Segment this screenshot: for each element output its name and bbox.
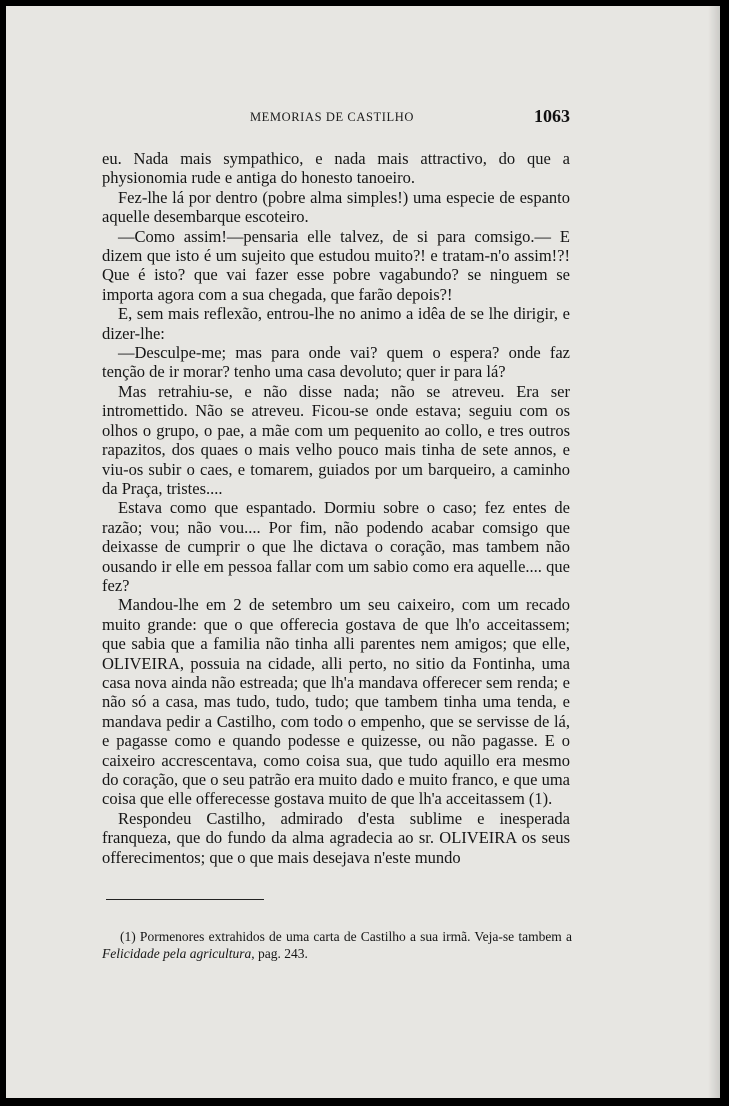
footnote-page-ref: , pag. 243. — [251, 946, 308, 961]
page-edge-shadow — [708, 6, 720, 1098]
page-number: 1063 — [534, 106, 570, 126]
paragraph: E, sem mais reflexão, entrou-lhe no animo a idêa de se lhe dirigir, e dizer-lhe: — [102, 304, 570, 343]
footnote-text: (1) Pormenores extrahidos de uma carta de Castilho a sua irmã. Veja-se tambem a — [120, 929, 572, 944]
book-page — [6, 6, 720, 1098]
footnote — [102, 928, 572, 962]
paragraph: —Desculpe-me; mas para onde vai? quem o espera? onde faz tenção de ir morar? tenho uma casa devoluto; quer ir para lá? — [102, 343, 570, 382]
footnote-divider — [106, 899, 264, 900]
running-title: MEMORIAS DE CASTILHO — [249, 110, 415, 124]
paragraph: Fez-lhe lá por dentro (pobre alma simples!) uma especie de espanto aquelle desembarque escoteiro. — [102, 187, 570, 227]
paragraph: eu. Nada mais sympathico, e nada mais attractivo, do que a physionomia rude e antiga do honesto tanoeiro. — [102, 149, 570, 188]
paragraph: —Como assim!—pensaria elle talvez, de si para comsigo.— E dizem que isto é um sujeito que estudou muito?! e tratam-n'o assim!?! Que é isto? que vai fazer esse pobre vagabundo? se ninguem se importa agora com a sua chegada, que farão depois?! — [102, 226, 570, 304]
paragraph: Mas retrahiu-se, e não disse nada; não se atreveu. Era ser intromettido. Não se atreveu. Ficou-se onde estava; seguiu com os olhos o grupo, o pae, a mãe com um pequenito ao collo, e tres outros rapazitos, dos quaes o mais velho pouco mais tinha de sete annos, e viu-os subir o caes, e tomarem, guiados por um barqueiro, a caminho da Praça, tristes.... — [102, 381, 570, 498]
paragraph: Mandou-lhe em 2 de setembro um seu caixeiro, com um recado muito grande: que o que offerecia gostava de que lh'o acceitassem; que sabia que a familia não tinha alli parentes nem amigos; que elle, OLIVEIRA, possuia na cidade, alli perto, no sitio da Fontinha, uma casa nova ainda não estreada; que lh'a mandava offerecer sem renda; e não só a casa, mas tudo, tudo, tudo; que tambem tinha uma tenda, e mandava pedir a Castilho, com todo o empenho, que se servisse de lá, e pagasse como e quando podesse e quizesse, ou não pagasse. E o caixeiro accrescentava, como coisa sua, que tudo aquillo era mesmo do coração, que o seu patrão era muito dado e muito franco, e que uma coisa que elle offerecesse gostava muito de que lh'a acceitassem (1). — [102, 595, 570, 809]
running-head — [6, 106, 720, 130]
body-text — [102, 149, 570, 867]
paragraph: Estava como que espantado. Dormiu sobre o caso; fez entes de razão; vou; não vou.... Por fim, não podendo acabar comsigo que deixasse de cumprir o que lhe dictava o coração, mas tambem não ousando ir elle em pessoa fallar com um sabio como era aquelle.... que fez? — [102, 498, 570, 595]
footnote-book-title: Felicidade pela agricultura — [102, 946, 252, 961]
paragraph: Respondeu Castilho, admirado d'esta sublime e inesperada franqueza, que do fundo da alma agradecia ao sr. OLIVEIRA os seus offerecimentos; que o que mais desejava n'este mundo — [102, 808, 570, 867]
